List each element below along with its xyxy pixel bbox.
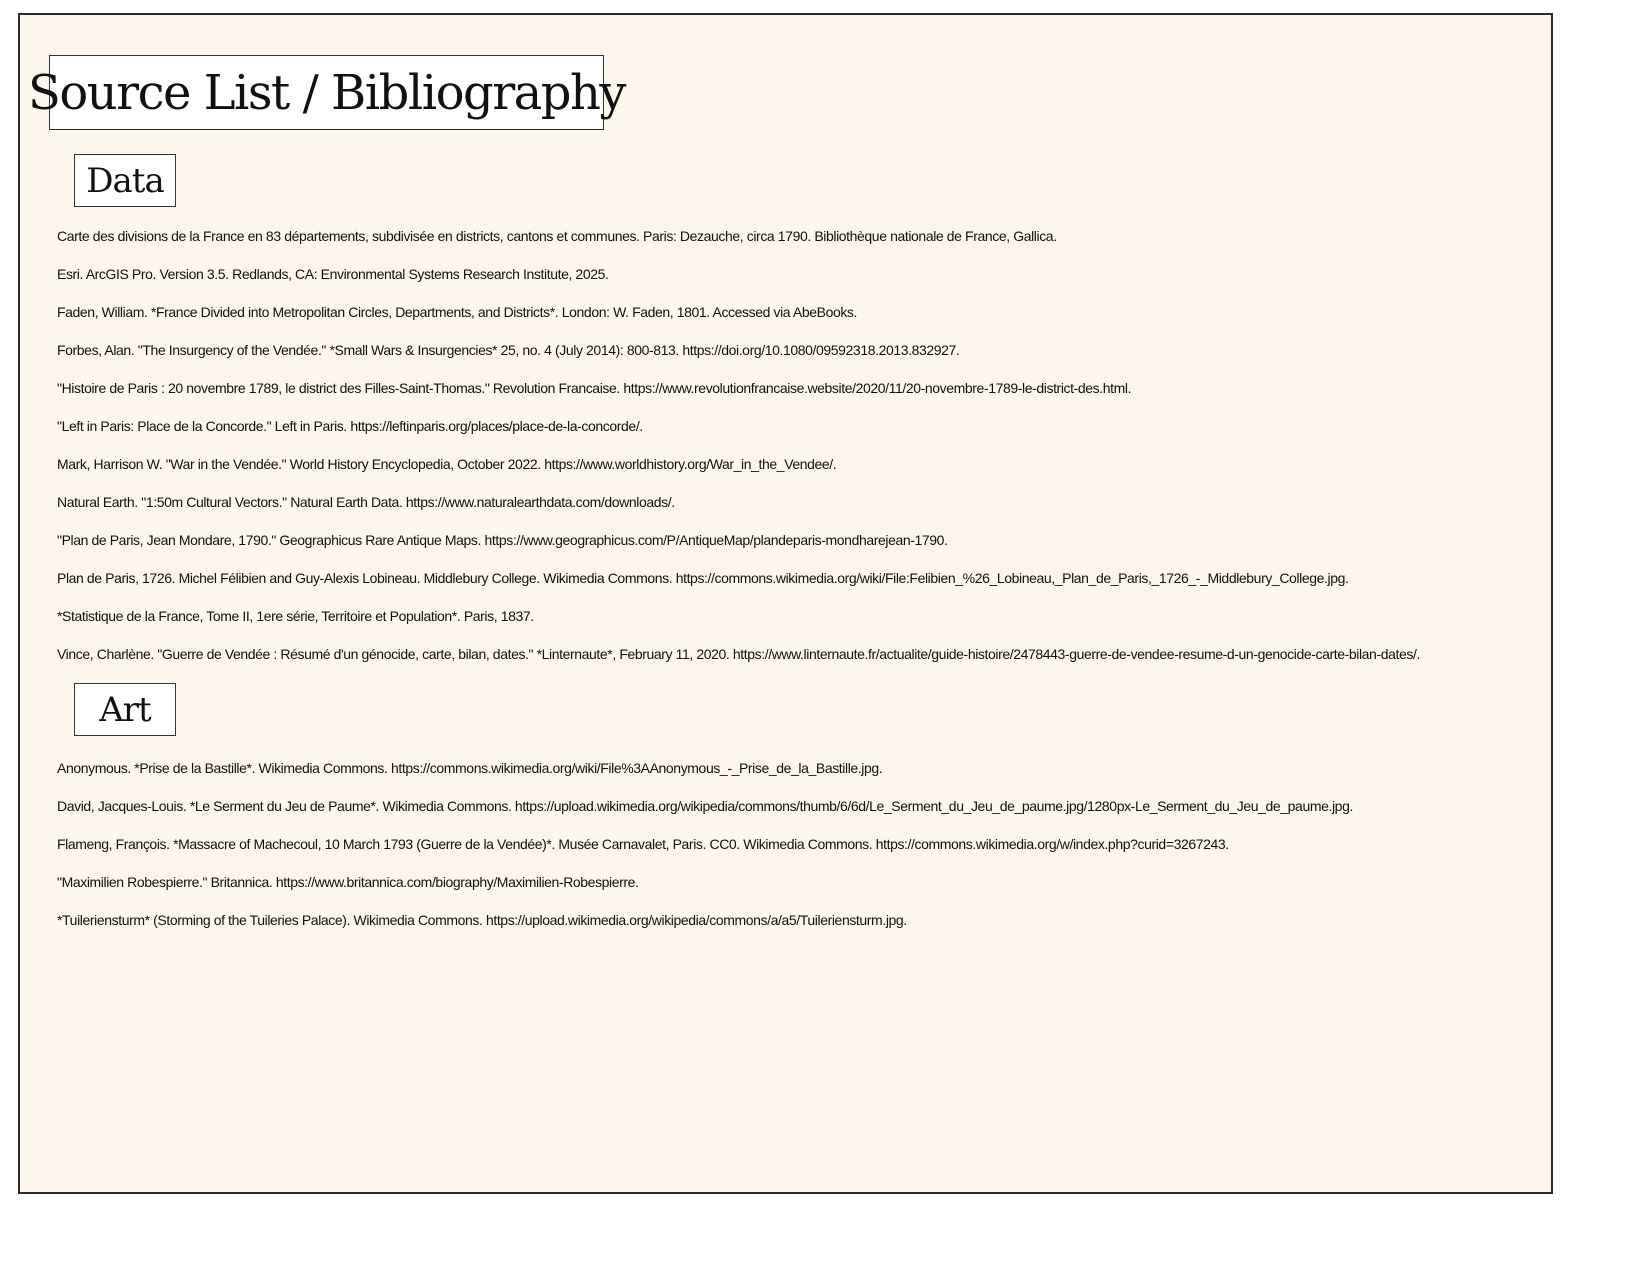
section-heading-art-box [74, 683, 176, 736]
source-entry: Flameng, François. *Massacre of Machecoul, 10 March 1793 (Guerre de la Vendée)*. Musée Carnavalet, Paris. CC0. Wikimedia Commons. https://commons.wikimedia.org/w/index.php?curid=3267243. [57, 836, 1229, 852]
page-title: Source List / Bibliography [27, 64, 626, 121]
source-entry: Forbes, Alan. "The Insurgency of the Vendée." *Small Wars & Insurgencies* 25, no. 4 (July 2014): 800-813. https://doi.org/10.1080/09592318.2013.832927. [57, 342, 960, 358]
source-entry: "Maximilien Robespierre." Britannica. https://www.britannica.com/biography/Maximilien-Robespierre. [57, 874, 639, 890]
source-entry: Natural Earth. "1:50m Cultural Vectors." Natural Earth Data. https://www.naturalearthdata.com/downloads/. [57, 494, 675, 510]
bibliography-page [18, 13, 1553, 1194]
source-entry: "Plan de Paris, Jean Mondare, 1790." Geographicus Rare Antique Maps. https://www.geographicus.com/P/AntiqueMap/plandeparis-mondharejean-1790. [57, 532, 948, 548]
art-source-list [57, 749, 1353, 939]
section-heading-art: Art [99, 689, 151, 730]
data-source-list [57, 217, 1420, 673]
source-entry: *Statistique de la France, Tome II, 1ere série, Territoire et Population*. Paris, 1837. [57, 608, 534, 624]
source-entry: Plan de Paris, 1726. Michel Félibien and Guy-Alexis Lobineau. Middlebury College. Wikimedia Commons. https://commons.wikimedia.org/wiki/File:Felibien_%26_Lobineau,_Plan_de_Paris,_1726_-_Middlebury_College.jpg. [57, 570, 1349, 586]
source-entry: "Left in Paris: Place de la Concorde." Left in Paris. https://leftinparis.org/places/place-de-la-concorde/. [57, 418, 643, 434]
section-heading-data-box [74, 154, 176, 207]
source-entry: Vince, Charlène. "Guerre de Vendée : Résumé d'un génocide, carte, bilan, dates." *Linternaute*, February 11, 2020. https://www.linternaute.fr/actualite/guide-histoire/2478443-guerre-de-vendee-resume-d-un-genocide-carte-bilan-dates/. [57, 646, 1420, 662]
source-entry: Carte des divisions de la France en 83 départements, subdivisée en districts, cantons et communes. Paris: Dezauche, circa 1790. Bibliothèque nationale de France, Gallica. [57, 228, 1057, 244]
source-entry: David, Jacques-Louis. *Le Serment du Jeu de Paume*. Wikimedia Commons. https://upload.wikimedia.org/wikipedia/commons/thumb/6/6d/Le_Serment_du_Jeu_de_paume.jpg/1280px-Le_Serment_du_Jeu_de_paume.jpg. [57, 798, 1353, 814]
source-entry: *Tuileriensturm* (Storming of the Tuileries Palace). Wikimedia Commons. https://upload.wikimedia.org/wikipedia/commons/a/a5/Tuileriensturm.jpg. [57, 912, 907, 928]
source-entry: Faden, William. *France Divided into Metropolitan Circles, Departments, and Districts*. London: W. Faden, 1801. Accessed via AbeBooks. [57, 304, 858, 320]
source-entry: Anonymous. *Prise de la Bastille*. Wikimedia Commons. https://commons.wikimedia.org/wiki/File%3AAnonymous_-_Prise_de_la_Bastille.jpg. [57, 760, 883, 776]
source-entry: "Histoire de Paris : 20 novembre 1789, le district des Filles-Saint-Thomas." Revolution Francaise. https://www.revolutionfrancaise.website/2020/11/20-novembre-1789-le-district-des.html. [57, 380, 1132, 396]
section-heading-data: Data [86, 160, 164, 201]
source-entry: Esri. ArcGIS Pro. Version 3.5. Redlands, CA: Environmental Systems Research Institute, 2025. [57, 266, 609, 282]
source-entry: Mark, Harrison W. "War in the Vendée." World History Encyclopedia, October 2022. https://www.worldhistory.org/War_in_the_Vendee/. [57, 456, 837, 472]
title-box [27, 55, 626, 130]
